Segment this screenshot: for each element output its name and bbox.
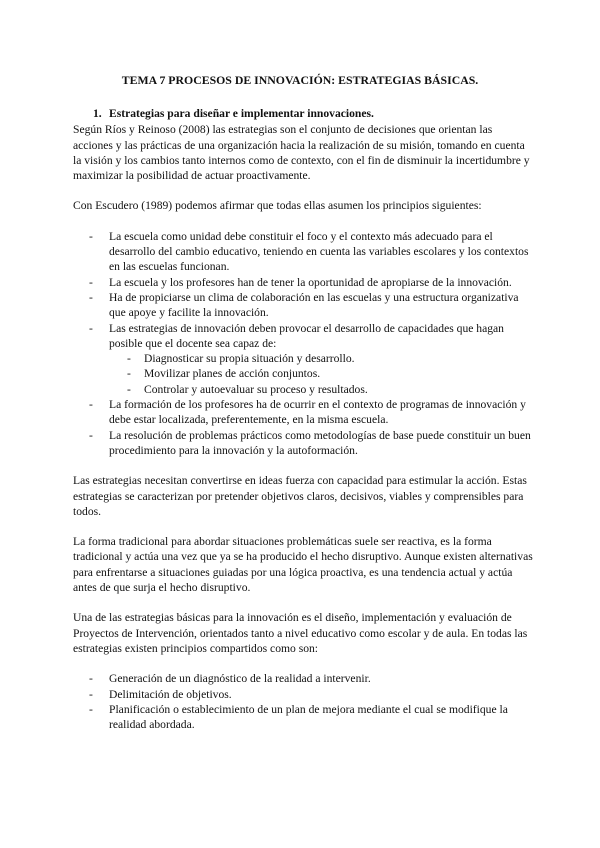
proyectos-paragraph: Una de las estrategias básicas para la innovación es el diseño, implementación y evaluación de Proyectos de Intervención, orientados tanto a nivel educativo como escolar y de aula. En todas las estrategias existen principios compartidos como son: — [73, 611, 528, 655]
list-item: - Planificación o establecimiento de un plan de mejora mediante el cual se modifique la realidad abordada. — [89, 702, 508, 732]
list-item: - La escuela como unidad debe constituir el foco y el contexto más adecuado para el desarrollo del cambio educativo, teniendo en cuenta las variables escolares y los contextos en las escuelas funcionan. — [89, 229, 529, 274]
ideas-paragraph: Las estrategias necesitan convertirse en ideas fuerza con capacidad para estimular la acción. Estas estrategias se caracterizan por pretender objetivos claros, decisivos, viables y comprensibles para todos. — [73, 474, 527, 518]
section-number: 1. — [93, 107, 102, 120]
document-body — [73, 106, 533, 732]
list-item: - La escuela y los profesores han de tener la oportunidad de apropiarse de la innovación. — [89, 275, 512, 289]
list-item: - La resolución de problemas prácticos como metodologías de base puede constituir un buen procedimiento para la innovación y la autoformación. — [89, 428, 531, 457]
page-title: TEMA 7 PROCESOS DE INNOVACIÓN: ESTRATEGIAS BÁSICAS. — [121, 73, 479, 87]
list-item: - Movilizar planes de acción conjuntos. — [127, 367, 321, 381]
list-item: - Las estrategias de innovación deben provocar el desarrollo de capacidades que hagan posible que el docente sea capaz de: — [89, 321, 504, 350]
list-item: - Controlar y autoevaluar su proceso y resultados. — [127, 382, 368, 396]
list-item: - Delimitación de objetivos. — [89, 687, 232, 701]
principles-list-continued — [73, 397, 533, 458]
capabilities-sublist — [73, 351, 533, 397]
list-item: - Generación de un diagnóstico de la realidad a intervenir. — [89, 672, 371, 686]
list-item: - La formación de los profesores ha de ocurrir en el contexto de programas de innovación y debe estar localizada, preferentemente, en la misma escuela. — [89, 398, 526, 427]
section-heading — [93, 106, 533, 121]
intro-paragraph: Según Ríos y Reinoso (2008) las estrategias son el conjunto de decisiones que orientan las acciones y las prácticas de una organización hacia la realización de su misión, tomando en cuenta la visión y los cambios tanto internos como de contexto, con el fin de disminuir la incertidumbre y maximizar la posibilidad de actuar proactivamente. — [73, 123, 530, 183]
tradicional-paragraph: La forma tradicional para abordar situaciones problemáticas suele ser reactiva, es la forma tradicional y actúa una vez que ya se ha producido el hecho disruptivo. Aunque existen alternativas para enfrentarse a situaciones guiadas por una lógica proactiva, es una tendencia actual y actúa antes de que surja el hecho disruptivo. — [73, 535, 533, 595]
shared-principles-list — [73, 671, 533, 732]
principles-list — [73, 229, 533, 351]
section-heading-text: Estrategias para diseñar e implementar innovaciones. — [109, 107, 374, 120]
escudero-paragraph: Con Escudero (1989) podemos afirmar que todas ellas asumen los principios siguientes: — [73, 199, 482, 213]
list-item: - Diagnosticar su propia situación y desarrollo. — [127, 352, 355, 366]
list-item: - Ha de propiciarse un clima de colaboración en las escuelas y una estructura organizativa que apoye y facilite la innovación. — [89, 290, 519, 320]
